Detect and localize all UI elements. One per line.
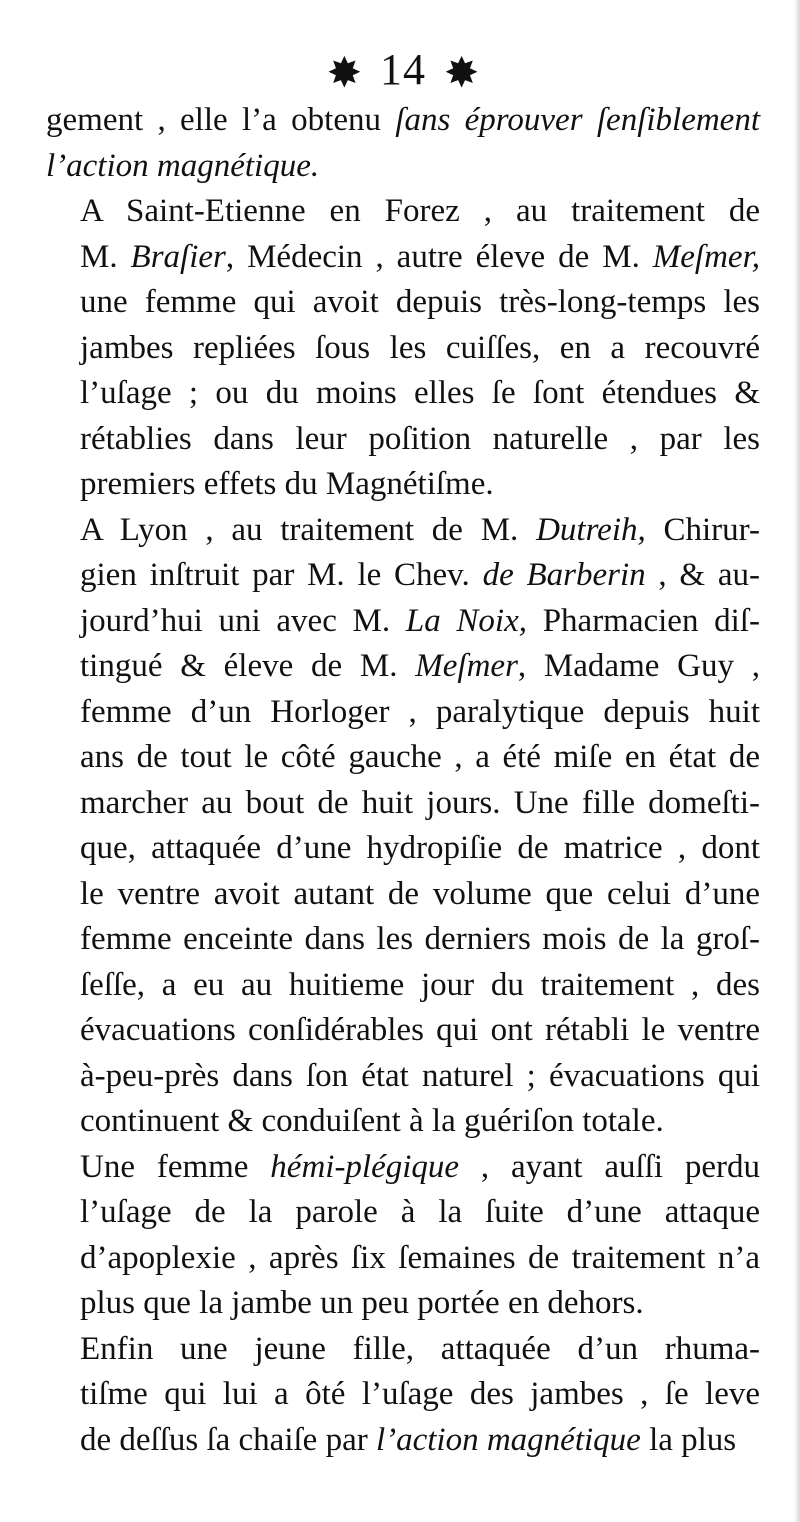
text-line: [46, 917, 760, 963]
text-line: [46, 189, 760, 235]
text-segment: femme d’un Horloger , paralytique depuis huit: [80, 693, 760, 730]
text-segment: plus que la jambe un peu portée en dehors.: [80, 1285, 644, 1321]
paragraph: [46, 508, 760, 1145]
text-segment: , Madame Guy ,: [517, 648, 760, 684]
text-line: [46, 1099, 760, 1145]
text-segment: Chirur-: [645, 511, 760, 548]
italic-text: Braſier: [130, 238, 226, 275]
text-segment: tiſme qui lui a ôté l’uſage des jambes , ſe leve: [80, 1376, 760, 1412]
text-line: [46, 326, 760, 372]
text-segment: Une femme: [80, 1148, 271, 1185]
italic-text: ſans éprouver ſenſiblement: [395, 102, 760, 138]
text-segment: à-peu-près dans ſon état naturel ; évacuations qui: [80, 1057, 760, 1094]
text-segment: jourd’hui uni avec M.: [80, 602, 406, 639]
paragraph: [46, 1145, 760, 1327]
text-segment: A Saint-Etienne en Forez , au traitement de: [80, 193, 760, 229]
text-line: [46, 1190, 760, 1236]
text-segment: tingué & éleve de M.: [80, 648, 416, 684]
text-segment: la plus: [640, 1421, 737, 1458]
text-segment: gien inſtruit par M. le Chev.: [80, 557, 483, 593]
text-line: [46, 1372, 760, 1418]
text-segment: de deſſus ſa chaiſe par: [80, 1421, 376, 1458]
body-text: [46, 98, 760, 1463]
text-line: [46, 826, 760, 872]
text-segment: , Médecin , autre éleve de M.: [225, 238, 653, 275]
text-segment: l’uſage de la parole à la ſuite d’une attaque: [80, 1194, 760, 1230]
text-line: [46, 508, 760, 554]
text-line: [46, 599, 760, 645]
text-segment: femme enceinte dans les derniers mois de la groſ-: [80, 921, 760, 957]
fleuron-icon: ✸: [326, 48, 362, 97]
page-edge-shadow: [794, 0, 800, 1522]
text-segment: le ventre avoit autant de volume que celui d’une: [80, 875, 760, 912]
text-line: [46, 1145, 760, 1191]
text-line: [46, 98, 760, 144]
page-number: 14: [380, 45, 426, 94]
text-line: [46, 280, 760, 326]
text-segment: une femme qui avoit depuis très-long-temps les: [80, 284, 760, 320]
text-line: [46, 872, 760, 918]
text-segment: évacuations conſidérables qui ont rétabli le ventre: [80, 1012, 760, 1048]
italic-text: Meſmer: [415, 648, 518, 684]
text-segment: ſeſſe, a eu au huitieme jour du traitement , des: [80, 966, 760, 1003]
text-line: [46, 690, 760, 736]
text-segment: Enfin une jeune fille, attaquée d’un rhuma-: [80, 1330, 760, 1367]
italic-text: de Barberin: [482, 557, 646, 593]
text-segment: jambes repliées ſous les cuiſſes, en a recouvré: [80, 329, 760, 366]
text-segment: marcher au bout de huit jours. Une fille domeſti-: [80, 784, 760, 821]
text-segment: , & au-: [645, 557, 760, 593]
text-line: [46, 1327, 760, 1373]
text-line: [46, 1281, 760, 1327]
text-line: [46, 553, 760, 599]
text-segment: rétablies dans leur poſition naturelle , par les: [80, 420, 760, 457]
italic-text: l’action magnétique.: [46, 147, 320, 184]
text-segment: ans de tout le côté gauche , a été miſe en état de: [80, 739, 760, 775]
text-line: [46, 781, 760, 827]
text-segment: A Lyon , au traitement de M.: [80, 511, 537, 548]
paragraph: [46, 98, 760, 189]
italic-text: Meſmer,: [652, 238, 760, 275]
text-segment: , ayant auſſi perdu: [459, 1148, 760, 1185]
fleuron-icon: ✸: [444, 48, 480, 97]
italic-text: La Noix,: [405, 602, 527, 639]
text-line: [46, 235, 760, 281]
text-segment: l’uſage ; ou du moins elles ſe ſont étendues &: [80, 375, 760, 411]
italic-text: l’action magnétique: [375, 1421, 641, 1458]
text-segment: premiers effets du Magnétiſme.: [80, 466, 494, 502]
text-line: [46, 644, 760, 690]
italic-text: Dutreih,: [536, 511, 646, 548]
page-header: [46, 0, 760, 96]
text-line: [46, 417, 760, 463]
paragraph: [46, 189, 760, 508]
text-segment: Pharmacien diſ-: [526, 602, 760, 639]
text-line: [46, 144, 760, 190]
text-line: [46, 735, 760, 781]
text-line: [46, 1418, 760, 1464]
text-line: [46, 963, 760, 1009]
paragraph: [46, 1327, 760, 1464]
text-line: [46, 371, 760, 417]
text-segment: M.: [80, 238, 131, 275]
italic-text: hémi-plégique: [270, 1148, 460, 1185]
text-segment: que, attaquée d’une hydropiſie de matrice , dont: [80, 830, 760, 866]
text-segment: gement , elle l’a obtenu: [46, 102, 396, 138]
text-segment: continuent & conduiſent à la guériſon totale.: [80, 1103, 664, 1139]
text-line: [46, 462, 760, 508]
text-line: [46, 1054, 760, 1100]
text-line: [46, 1236, 760, 1282]
text-segment: d’apoplexie , après ſix ſemaines de traitement n’a: [80, 1239, 760, 1276]
text-line: [46, 1008, 760, 1054]
